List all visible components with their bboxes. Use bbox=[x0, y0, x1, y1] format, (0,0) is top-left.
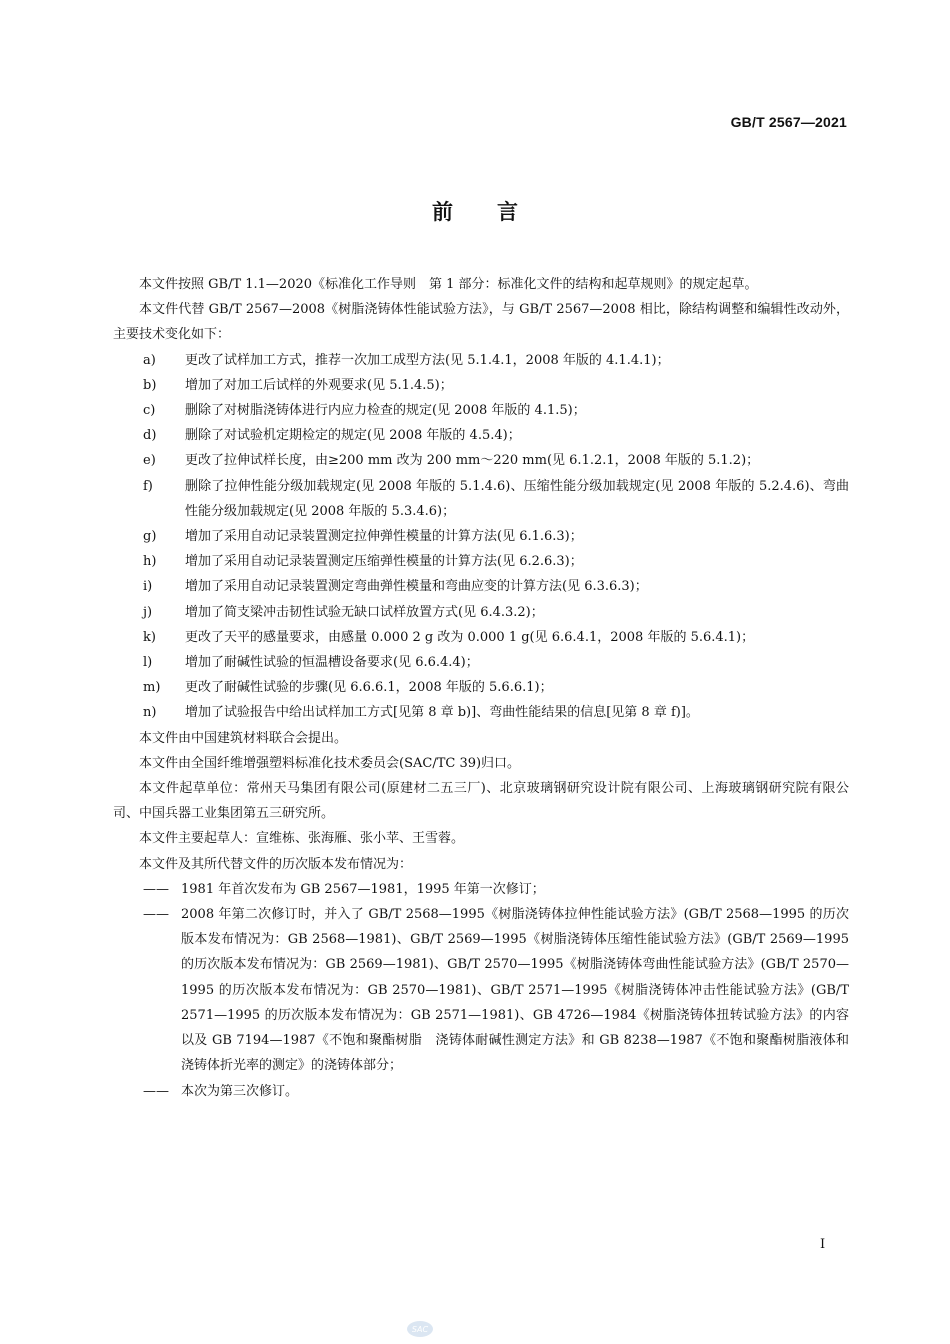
list-marker: m) bbox=[143, 680, 161, 696]
list-marker: l) bbox=[143, 655, 153, 671]
change-text: 增加了采用自动记录装置测定拉伸弹性模量的计算方法(见 6.1.6.3)； bbox=[185, 529, 583, 545]
list-marker: b) bbox=[143, 377, 157, 393]
change-text: 更改了天平的感量要求，由感量 0.000 2 g 改为 0.000 1 g(见 6.6.4.1，2008 年版的 5.6.4.1)； bbox=[185, 629, 755, 645]
change-item bbox=[113, 549, 849, 574]
page-number: I bbox=[820, 1237, 826, 1252]
change-item bbox=[113, 574, 849, 599]
change-item bbox=[113, 700, 849, 725]
history-text: 2008 年第二次修订时，并入了 GB/T 2568—1995《树脂浇铸体拉伸性能试验方法》(GB/T 2568—1995 的历次版本发布情况为：GB 2568—1981)、GB/T 2569—1995《树脂浇铸体压缩性能试验方法》(GB/T 2569—1995 的历次版本发布情况为：GB 2569—1981)、GB/T 2570—1995《树脂浇铸体弯曲性能试验方法》(GB/T 2570—1995 的历次版本发布情况为：GB 2570—1981)、GB/T 2571—1995《树脂浇铸体冲击性能试验方法》(GB/T 2571—1995 的历次版本发布情况为：GB 2571—1981)、GB 4726—1984《树脂浇铸体扭转试验方法》的内容以及 GB 7194—1987《不饱和聚酯树脂 浇铸体耐碱性测定方法》和 GB 8238—1987《不饱和聚酯树脂液体和浇铸体折光率的测定》的浇铸体部分； bbox=[181, 907, 849, 1074]
history-list bbox=[113, 877, 849, 1104]
change-text: 更改了拉伸试样长度，由≥200 mm 改为 200 mm～220 mm(见 6.1.2.1，2008 年版的 5.1.2)； bbox=[185, 453, 760, 469]
change-item bbox=[113, 600, 849, 625]
change-text: 增加了耐碱性试验的恒温槽设备要求(见 6.6.4.4)； bbox=[185, 655, 479, 671]
paragraph-drafting-basis: 本文件按照 GB/T 1.1—2020《标准化工作导则 第 1 部分：标准化文件的结构和起草规则》的规定起草。 bbox=[139, 277, 758, 292]
dash-marker: —— bbox=[143, 881, 169, 897]
change-item bbox=[113, 524, 849, 549]
change-item bbox=[113, 398, 849, 423]
list-marker: d) bbox=[143, 428, 157, 444]
sac-watermark-logo bbox=[406, 1320, 434, 1338]
paragraph-history-intro: 本文件及其所代替文件的历次版本发布情况为： bbox=[139, 856, 413, 872]
history-text: 1981 年首次发布为 GB 2567—1981，1995 年第一次修订； bbox=[181, 881, 545, 897]
dash-marker: —— bbox=[143, 907, 169, 923]
change-item bbox=[113, 448, 849, 473]
change-text: 删除了拉伸性能分级加载规定(见 2008 年版的 5.1.4.6)、压缩性能分级加载规定(见 2008 年版的 5.2.4.6)、弯曲性能分级加载规定(见 2008 年版的 5.3.4.6)； bbox=[185, 478, 849, 519]
list-marker: e) bbox=[143, 453, 156, 469]
change-item bbox=[113, 423, 849, 448]
page-title: 前言 bbox=[432, 200, 562, 224]
history-item bbox=[113, 877, 849, 902]
change-item bbox=[113, 373, 849, 398]
dash-marker: —— bbox=[143, 1083, 169, 1099]
list-marker: c) bbox=[143, 403, 156, 419]
list-marker: g) bbox=[143, 529, 157, 545]
list-marker: k) bbox=[143, 629, 156, 645]
svg-text:SAC: SAC bbox=[411, 1325, 429, 1334]
change-text: 删除了对试验机定期检定的规定(见 2008 年版的 4.5.4)； bbox=[185, 428, 521, 444]
standard-code: GB/T 2567—2021 bbox=[730, 114, 847, 130]
history-item bbox=[113, 902, 849, 1078]
change-text: 更改了试样加工方式，推荐一次加工成型方法(见 5.1.4.1，2008 年版的 4.1.4.1)； bbox=[185, 352, 670, 368]
paragraph-proposer: 本文件由中国建筑材料联合会提出。 bbox=[139, 730, 348, 746]
paragraph-replacement: 本文件代替 GB/T 2567—2008《树脂浇铸体性能试验方法》，与 GB/T 2567—2008 相比，除结构调整和编辑性改动外，主要技术变化如下： bbox=[113, 302, 849, 343]
change-text: 更改了耐碱性试验的步骤(见 6.6.6.1，2008 年版的 5.6.6.1)； bbox=[185, 680, 553, 696]
list-marker: f) bbox=[143, 478, 153, 494]
change-text: 增加了简支梁冲击韧性试验无缺口试样放置方式(见 6.4.3.2)； bbox=[185, 604, 544, 620]
paragraph-drafters: 本文件主要起草人：宣维栋、张海雁、张小苹、王雪蓉。 bbox=[139, 831, 465, 847]
list-marker: a) bbox=[143, 352, 156, 368]
change-text: 增加了采用自动记录装置测定弯曲弹性模量和弯曲应变的计算方法(见 6.3.6.3)； bbox=[185, 579, 648, 595]
change-item bbox=[113, 650, 849, 675]
change-item bbox=[113, 625, 849, 650]
history-item bbox=[113, 1079, 849, 1104]
change-text: 增加了采用自动记录装置测定压缩弹性模量的计算方法(见 6.2.6.3)； bbox=[185, 554, 583, 570]
change-list bbox=[113, 348, 849, 726]
history-text: 本次为第三次修订。 bbox=[181, 1083, 299, 1099]
change-item bbox=[113, 675, 849, 700]
list-marker: h) bbox=[143, 554, 157, 570]
paragraph-drafting-units: 本文件起草单位：常州天马集团有限公司(原建材二五三厂)、北京玻璃钢研究设计院有限公司、上海玻璃钢研究院有限公司、中国兵器工业集团第五三研究所。 bbox=[113, 781, 849, 822]
change-text: 增加了对加工后试样的外观要求(见 5.1.4.5)； bbox=[185, 377, 453, 393]
list-marker: i) bbox=[143, 579, 153, 595]
change-item bbox=[113, 348, 849, 373]
paragraph-committee: 本文件由全国纤维增强塑料标准化技术委员会(SAC/TC 39)归口。 bbox=[139, 755, 521, 771]
list-marker: n) bbox=[143, 705, 157, 721]
list-marker: j) bbox=[143, 604, 153, 620]
change-text: 删除了对树脂浇铸体进行内应力检查的规定(见 2008 年版的 4.1.5)； bbox=[185, 403, 586, 419]
change-item bbox=[113, 474, 849, 524]
document-body bbox=[113, 272, 849, 1104]
change-text: 增加了试验报告中给出试样加工方式[见第 8 章 b)]、弯曲性能结果的信息[见第 8 章 f)]。 bbox=[185, 705, 699, 721]
